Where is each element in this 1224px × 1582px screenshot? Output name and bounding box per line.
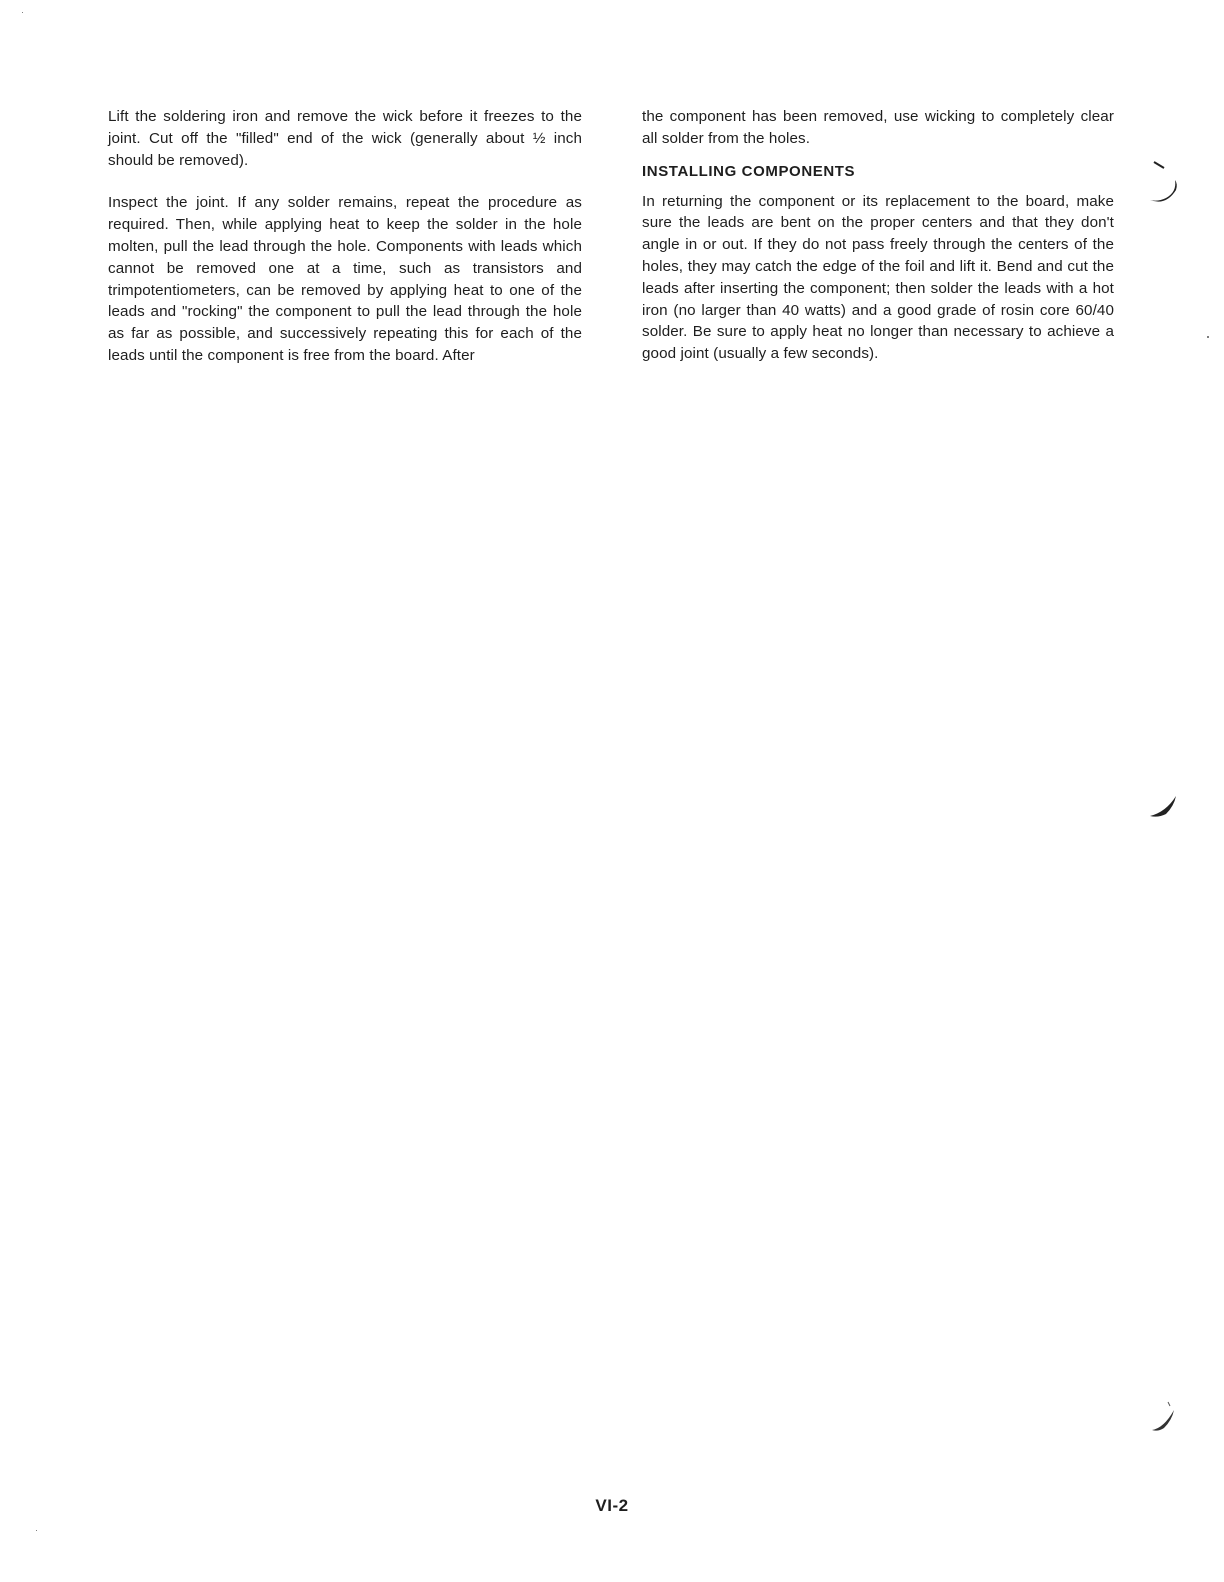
scan-artifact-mark bbox=[1146, 160, 1186, 210]
paragraph-installing: In returning the component or its replacement to the board, make sure the leads are bent on the proper centers and that they don't angle in or out. If they do not pass freely through the centers of the holes, they may catch the edge of the foil and lift it. Bend and cut the leads after inserting the component; then solder the leads with a hot iron (no larger than 40 watts) and a good grade of rosin core 60/40 solder. Be sure to apply heat no longer than necessary to achieve a good joint (usually a few seconds). bbox=[642, 192, 1114, 363]
scan-artifact-mark bbox=[1146, 1398, 1186, 1438]
paragraph-wick-removal: Lift the soldering iron and remove the wick before it freezes to the joint. Cut off the "filled" end of the wick (generally about ½ inch should be removed). bbox=[108, 108, 582, 169]
scan-speck bbox=[22, 12, 23, 13]
scan-artifact-mark bbox=[1146, 790, 1186, 820]
scan-speck bbox=[1207, 336, 1209, 338]
paragraph-inspect-joint: Inspect the joint. If any solder remains, repeat the procedure as required. Then, while applying heat to keep the solder in the hole molten, pull the lead through the hole. Components with leads which cannot be removed one at a time, such as transistors and trimpotentiometers, can be removed by applying heat to one of the leads and "rocking" the component to pull the lead through the hole as far as possible, and successively repeating this for each of the leads until the component is free from the board. After bbox=[108, 194, 582, 364]
section-heading-installing-components: INSTALLING COMPONENTS bbox=[642, 162, 856, 180]
paragraph-continuation: the component has been removed, use wicking to completely clear all solder from the holes. bbox=[642, 108, 1114, 147]
page-number: VI-2 bbox=[595, 1496, 629, 1515]
scan-speck bbox=[36, 1530, 37, 1531]
left-column bbox=[108, 106, 582, 367]
right-column bbox=[642, 106, 1114, 365]
